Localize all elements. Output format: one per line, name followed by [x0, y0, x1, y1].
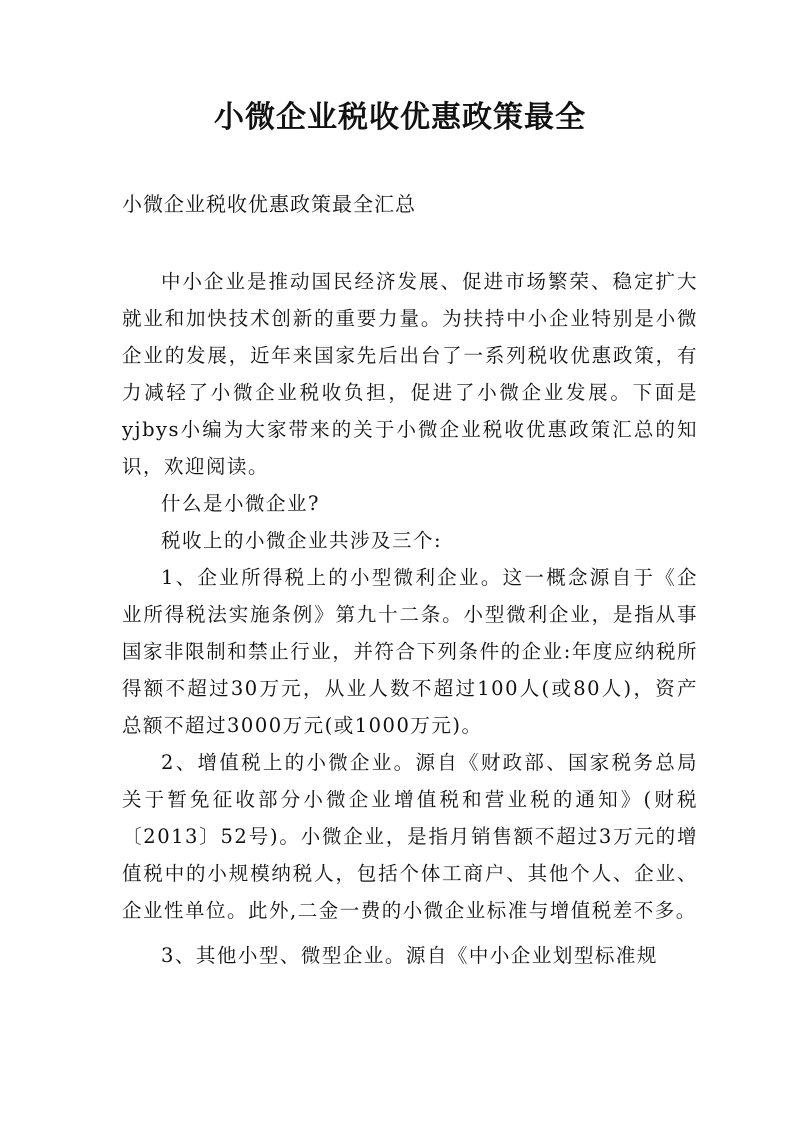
paragraph-item-3: 3、其他小型、微型企业。源自《中小企业划型标准规: [161, 944, 658, 967]
paragraph-overview: 税收上的小微企业共涉及三个:: [161, 529, 443, 552]
paragraph-item-2: 2、增值税上的小微企业。源自《财政部、国家税务总局关于暂免征收部分小微企业增值税和营业税的通知》(财税〔2013〕52号)。小微企业，是指月销售额不超过3万元的增值税中的小规模纳税人，包括个体工商户、其他个人、企业、企业性单位。此外,二金一费的小微企业标准与增值税差不多。: [122, 751, 698, 922]
paragraph-item-1: 1、企业所得税上的小型微利企业。这一概念源自于《企业所得税法实施条例》第九十二条。小型微利企业，是指从事国家非限制和禁止行业，并符合下列条件的企业:年度应纳税所得额不超过30万元，从业人数不超过100人(或80人)，资产总额不超过3000万元(或1000万元)。: [122, 566, 698, 737]
document-subtitle: 小微企业税收优惠政策最全汇总: [122, 192, 416, 216]
document-title: 小微企业税收优惠政策最全: [214, 100, 586, 135]
paragraph-question: 什么是小微企业?: [161, 492, 320, 515]
paragraph-intro: 中小企业是推动国民经济发展、促进市场繁荣、稳定扩大就业和加快技术创新的重要力量。为扶持中小企业特别是小微企业的发展，近年来国家先后出台了一系列税收优惠政策，有力减轻了小微企业税收负担，促进了小微企业发展。下面是yjbys小编为大家带来的关于小微企业税收优惠政策汇总的知识，欢迎阅读。: [122, 270, 698, 478]
document-body: [122, 263, 698, 974]
